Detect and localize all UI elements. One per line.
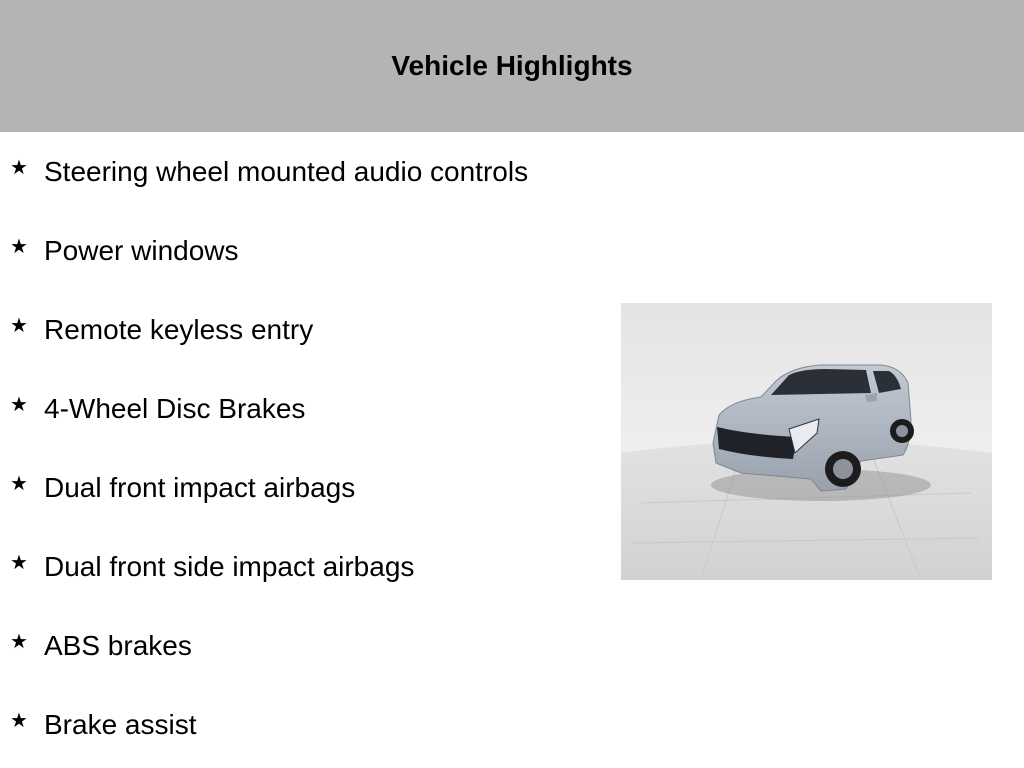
star-icon: ★ (10, 471, 28, 495)
page-title: Vehicle Highlights (391, 50, 633, 81)
highlight-label: Remote keyless entry (44, 314, 314, 345)
highlight-label: 4-Wheel Disc Brakes (44, 393, 306, 424)
star-icon: ★ (10, 392, 28, 416)
highlight-label: ABS brakes (44, 630, 192, 661)
page-header (0, 0, 1024, 132)
highlight-label: Power windows (44, 235, 239, 266)
highlight-label: Dual front side impact airbags (44, 551, 415, 582)
star-icon: ★ (10, 234, 28, 258)
star-icon: ★ (10, 550, 28, 574)
star-icon: ★ (10, 629, 28, 653)
highlight-label: Steering wheel mounted audio controls (44, 156, 529, 187)
star-icon: ★ (10, 313, 28, 337)
highlight-label: Brake assist (44, 709, 197, 740)
vehicle-photo (621, 303, 992, 580)
vehicle-illustration (621, 303, 992, 580)
star-icon: ★ (10, 708, 28, 732)
star-icon: ★ (10, 155, 28, 179)
highlight-label: Dual front impact airbags (44, 472, 356, 503)
